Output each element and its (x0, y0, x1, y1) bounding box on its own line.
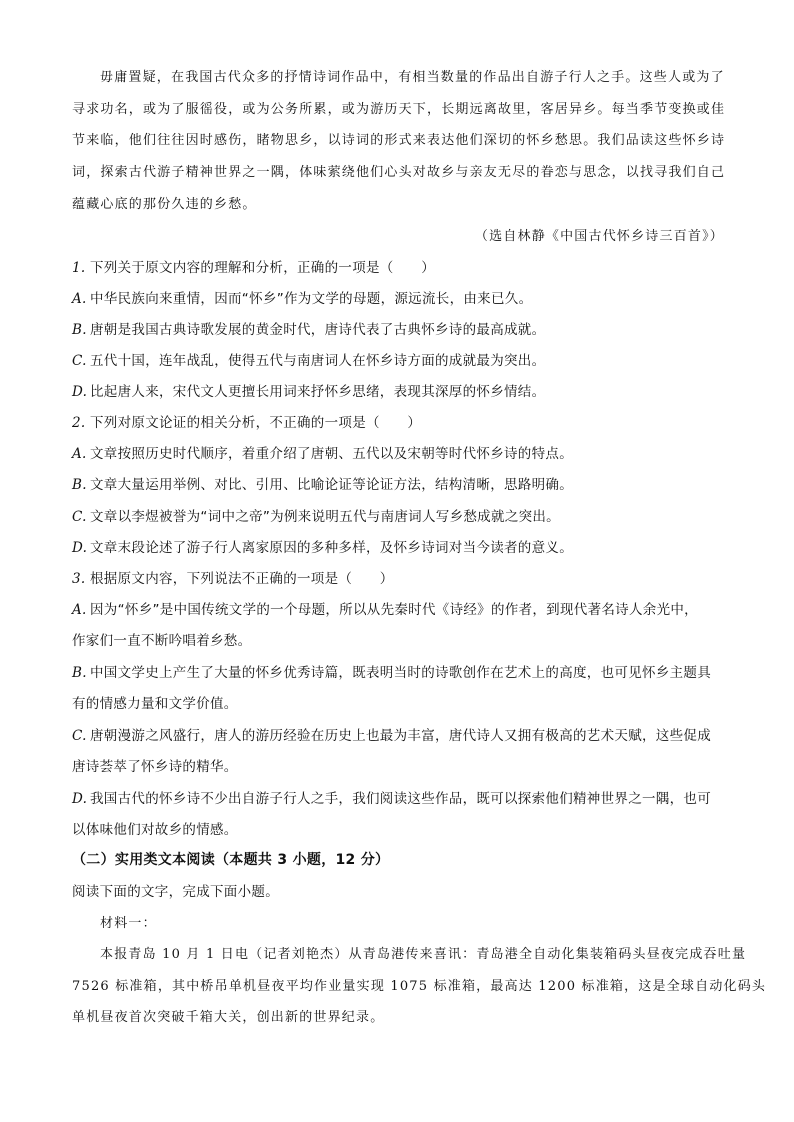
q3-option-a[interactable] (72, 598, 698, 618)
question-3 (72, 567, 394, 587)
option-text: 我国古代的怀乡诗不少出自游子行人之手，我们阅读这些作品，既可以探索他们精神世界之一隅，也可 (90, 791, 711, 807)
option-text: 唐朝漫游之风盛行，唐人的游历经验在历史上也最为丰富，唐代诗人又拥有极高的艺术天赋，这些促成 (90, 728, 711, 744)
option-text: 中国文学史上产生了大量的怀乡优秀诗篇，既表明当时的诗歌创作在艺术上的高度，也可见怀乡主题具 (90, 665, 711, 681)
q3-option-b-cont: 有的情感力量和文学价值。 (72, 696, 238, 712)
material-line-3: 单机昼夜首次突破千箱大关，创出新的世界纪录。 (72, 1010, 385, 1025)
material-line-1: 本报青岛 10 月 1 日电（记者刘艳杰）从青岛港传来喜讯：青岛港全自动化集装箱码头昼夜完成吞吐量 (100, 947, 747, 962)
option-text: 文章按照历史时代顺序，着重介绍了唐朝、五代以及宋朝等时代怀乡诗的特点。 (90, 446, 573, 462)
option-letter: D. (72, 540, 88, 556)
option-letter: A. (72, 602, 87, 618)
option-text: 五代十国，连年战乱，使得五代与南唐词人在怀乡诗方面的成就最为突出。 (90, 353, 546, 369)
option-text: 文章以李煜被誉为“词中之帝”为例来说明五代与南唐词人写乡愁成就之突出。 (90, 509, 560, 525)
option-letter: B. (72, 322, 87, 338)
option-letter: C. (72, 353, 87, 369)
option-text: 因为“怀乡”是中国传统文学的一个母题，所以从先秦时代《诗经》的作者，到现代著名诗人余光中， (90, 602, 698, 618)
q1-option-b[interactable] (72, 318, 545, 338)
question-stem: 下列对原文论证的相关分析，不正确的一项是（ ） (90, 415, 422, 431)
option-letter: A. (72, 291, 87, 307)
q3-option-b[interactable] (72, 661, 711, 681)
q2-option-c[interactable] (72, 505, 560, 525)
q3-option-a-cont: 作家们一直不断吟唱着乡愁。 (72, 633, 252, 649)
material-line-2: 7526 标准箱，其中桥吊单机昼夜平均作业量实现 1075 标准箱，最高达 1200 标准箱，这是全球自动化码头 (72, 979, 767, 994)
passage-line-1: 毋庸置疑，在我国古代众多的抒情诗词作品中，有相当数量的作品出自游子行人之手。这些人或为了 (100, 70, 725, 85)
passage-source: （选自林静《中国古代怀乡诗三百首》） (474, 229, 724, 244)
section-heading: （二）实用类文本阅读（本题共 3 小题，12 分） (72, 852, 390, 868)
option-letter: B. (72, 477, 87, 493)
q1-option-d[interactable] (72, 380, 545, 400)
q2-option-d[interactable] (72, 536, 573, 556)
q2-option-a[interactable] (72, 442, 573, 462)
question-stem: 下列关于原文内容的理解和分析，正确的一项是（ ） (90, 260, 435, 276)
option-text: 唐朝是我国古典诗歌发展的黄金时代，唐诗代表了古典怀乡诗的最高成就。 (90, 322, 546, 338)
passage-line-3: 节来临，他们往往因时感伤，睹物思乡，以诗词的形式来表达他们深切的怀乡愁思。我们品读这些怀乡诗 (72, 133, 726, 148)
option-text: 比起唐人来，宋代文人更擅长用词来抒怀乡思绪，表现其深厚的怀乡情结。 (90, 384, 546, 400)
question-2 (72, 411, 421, 431)
question-1 (72, 256, 435, 276)
section-instruction: 阅读下面的文字，完成下面小题。 (72, 884, 279, 900)
q1-option-c[interactable] (72, 349, 545, 369)
q2-option-b[interactable] (72, 473, 573, 493)
option-letter: B. (72, 665, 87, 681)
option-letter: A. (72, 446, 87, 462)
passage-line-4: 词，探索古代游子精神世界之一隅，体味萦绕他们心头对故乡与亲友无尽的眷恋与思念，以找寻我们自己 (72, 165, 726, 180)
q3-option-c-cont: 唐诗荟萃了怀乡诗的精华。 (72, 759, 238, 775)
q3-option-c[interactable] (72, 724, 711, 744)
question-stem: 根据原文内容，下列说法不正确的一项是（ ） (90, 571, 394, 587)
passage-line-5: 蕴藏心底的那份久违的乡愁。 (72, 197, 257, 212)
material-label: 材料一： (100, 916, 157, 931)
question-number: 2. (72, 415, 86, 431)
option-text: 文章大量运用举例、对比、引用、比喻论证等论证方法，结构清晰，思路明确。 (90, 477, 573, 493)
q3-option-d-cont: 以体味他们对故乡的情感。 (72, 822, 238, 838)
option-text: 中华民族向来重情，因而“怀乡”作为文学的母题，源远流长，由来已久。 (90, 291, 533, 307)
option-letter: C. (72, 728, 87, 744)
q3-option-d[interactable] (72, 787, 711, 807)
q1-option-a[interactable] (72, 287, 532, 307)
option-text: 文章末段论述了游子行人离家原因的多种多样，及怀乡诗词对当今读者的意义。 (90, 540, 573, 556)
option-letter: D. (72, 791, 88, 807)
question-number: 1. (72, 260, 86, 276)
option-letter: D. (72, 384, 88, 400)
passage-line-2: 寻求功名，或为了服徭役，或为公务所累，或为游历天下，长期远离故里，客居异乡。每当季节变换或佳 (72, 102, 726, 117)
question-number: 3. (72, 571, 86, 587)
option-letter: C. (72, 509, 87, 525)
